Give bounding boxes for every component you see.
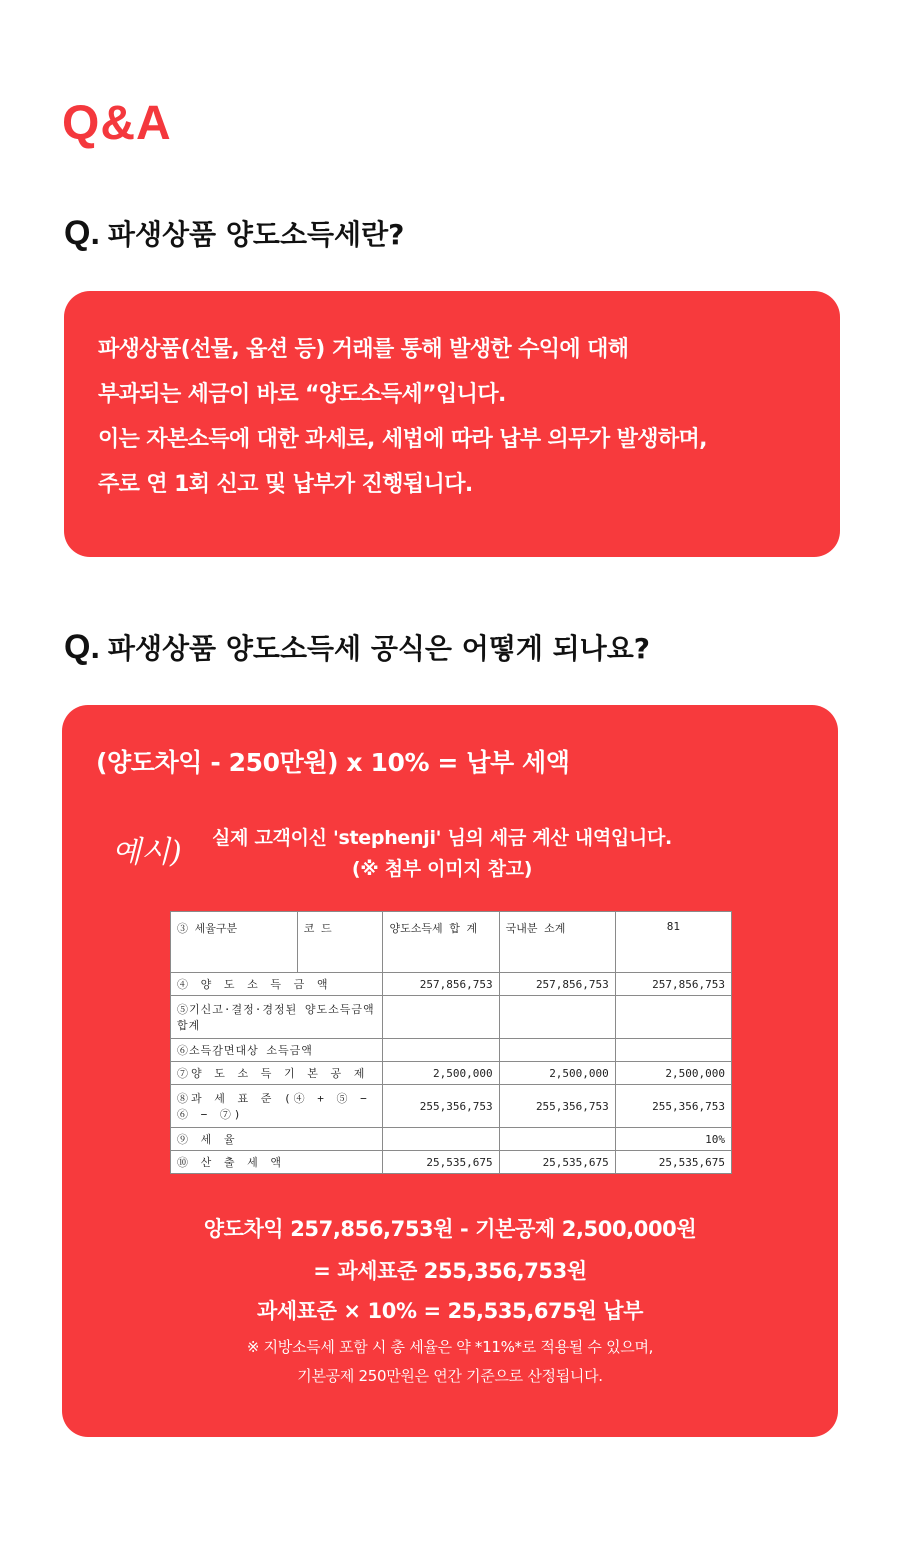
table-row xyxy=(171,996,732,1039)
table-cell: 10% xyxy=(615,1128,731,1151)
table-cell xyxy=(615,996,731,1039)
table-cell xyxy=(499,996,615,1039)
table-cell: 255,356,753 xyxy=(383,1085,499,1128)
table-cell: 2,500,000 xyxy=(615,1062,731,1085)
question-text-2: 파생상품 양도소득세 공식은 어떻게 되나요? xyxy=(107,632,651,665)
tax-calculation-table xyxy=(170,911,732,1174)
table-row-label: ⑨ 세 율 xyxy=(171,1128,383,1151)
table-cell: 2,500,000 xyxy=(383,1062,499,1085)
table-header-row xyxy=(171,912,732,973)
table-cell: 255,356,753 xyxy=(499,1085,615,1128)
q-mark: Q. xyxy=(64,214,100,252)
table-cell: 25,535,675 xyxy=(383,1151,499,1174)
table-cell xyxy=(615,1039,731,1062)
example-desc-line: 실제 고객이신 'stephenji' 님의 세금 계산 내역입니다. xyxy=(212,827,672,849)
question-text-1: 파생상품 양도소득세란? xyxy=(107,218,405,251)
table-row xyxy=(171,1151,732,1174)
answer-line: 부과되는 세금이 바로 “양도소득세”입니다. xyxy=(98,382,506,407)
table-row xyxy=(171,1085,732,1128)
answer-line: 파생상품(선물, 옵션 등) 거래를 통해 발생한 수익에 대해 xyxy=(98,337,629,362)
footnote xyxy=(62,1333,838,1391)
table-cell xyxy=(383,996,499,1039)
table-row xyxy=(171,1039,732,1062)
table-row-label: ⑥소득감면대상 소득금액 xyxy=(171,1039,383,1062)
tax-formula: (양도차익 - 250만원) x 10% = 납부 세액 xyxy=(96,748,570,777)
table-cell xyxy=(499,1128,615,1151)
table-cell: 257,856,753 xyxy=(383,973,499,996)
footnote-line: ※ 지방소득세 포함 시 총 세율은 약 *11%*로 적용될 수 있으며, xyxy=(246,1338,654,1356)
table-cell xyxy=(383,1128,499,1151)
section-title: Q&A xyxy=(62,97,172,150)
question-title-1 xyxy=(64,213,404,253)
answer-line: 이는 자본소득에 대한 과세로, 세법에 따라 납부 의무가 발생하며, xyxy=(98,427,707,452)
table-header-cell: 81 xyxy=(615,912,731,973)
table-cell: 257,856,753 xyxy=(615,973,731,996)
example-description xyxy=(182,823,702,885)
table-row xyxy=(171,1128,732,1151)
answer-line: 주로 연 1회 신고 및 납부가 진행됩니다. xyxy=(98,472,473,497)
table-cell: 2,500,000 xyxy=(499,1062,615,1085)
table-header-cell: 양도소득세 합 계 xyxy=(383,912,499,973)
table-header-cell: 국내분 소계 xyxy=(499,912,615,973)
table-row-label: ④ 양 도 소 득 금 액 xyxy=(171,973,383,996)
table-header-cell: 코 드 xyxy=(297,912,383,973)
table-row-label: ⑩ 산 출 세 액 xyxy=(171,1151,383,1174)
calculation-line: 과세표준 × 10% = 25,535,675원 납부 xyxy=(256,1299,644,1323)
example-tag: 예시) xyxy=(112,835,182,870)
answer-card-1 xyxy=(64,291,840,557)
table-row-label: ⑤기신고·결정·경정된 양도소득금액 합계 xyxy=(171,996,383,1039)
table-cell: 257,856,753 xyxy=(499,973,615,996)
table-row-label: ⑦양 도 소 득 기 본 공 제 xyxy=(171,1062,383,1085)
calculation-line: 양도차익 257,856,753원 - 기본공제 2,500,000원 xyxy=(203,1217,697,1241)
table-cell xyxy=(383,1039,499,1062)
example-desc-line: (※ 첨부 이미지 참고) xyxy=(351,858,533,880)
table-row xyxy=(171,1062,732,1085)
table-cell: 25,535,675 xyxy=(499,1151,615,1174)
table-cell xyxy=(499,1039,615,1062)
calculation-line: = 과세표준 255,356,753원 xyxy=(313,1259,587,1283)
answer-card-2 xyxy=(62,705,838,1437)
table-cell: 255,356,753 xyxy=(615,1085,731,1128)
footnote-line: 기본공제 250만원은 연간 기준으로 산정됩니다. xyxy=(297,1367,603,1385)
table-row-label: ⑧과 세 표 준 (④ + ⑤ − ⑥ − ⑦) xyxy=(171,1085,383,1128)
table-header-cell: ③ 세율구분 xyxy=(171,912,298,973)
table-row xyxy=(171,973,732,996)
q-mark: Q. xyxy=(64,628,100,666)
table-cell: 25,535,675 xyxy=(615,1151,731,1174)
question-title-2 xyxy=(64,627,650,667)
